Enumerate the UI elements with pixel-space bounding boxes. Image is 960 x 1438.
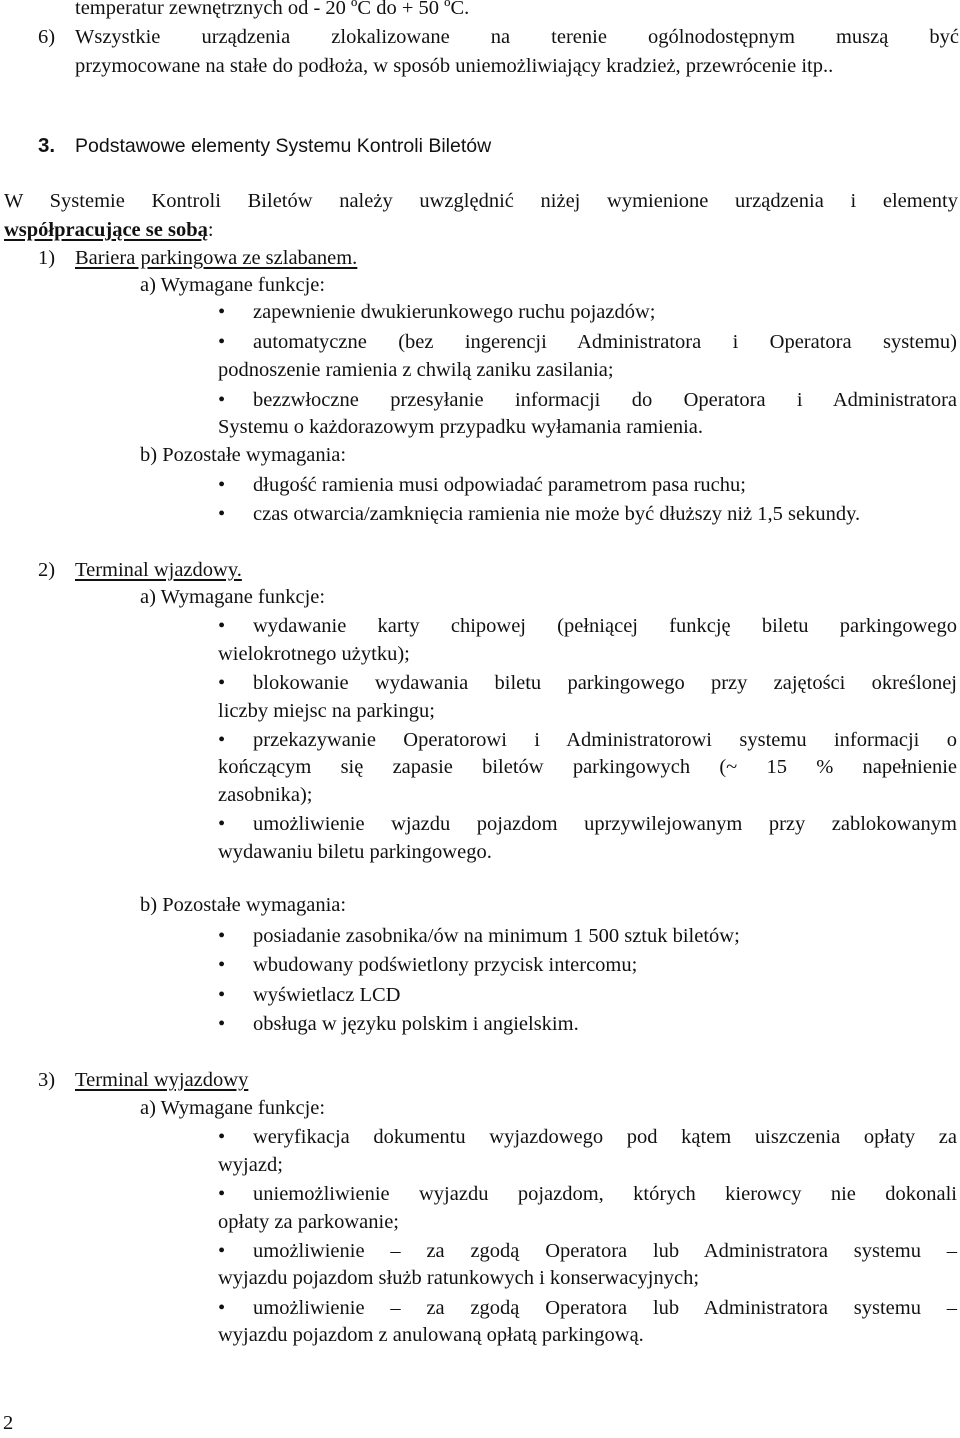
bullet-text: wyświetlacz LCD [253, 984, 401, 1006]
bullet-text: przekazywanie Operatorowi i Administratorowi systemu informacji o [253, 729, 957, 751]
list-number: 6) [38, 26, 56, 48]
list-number: 2) [38, 559, 56, 581]
list-number: 1) [38, 247, 56, 269]
subsection-label: a) Wymagane funkcje: [140, 586, 326, 608]
subsection-label: b) Pozostałe wymagania: [140, 444, 347, 466]
bullet-icon: • [218, 925, 226, 947]
bullet-text: wydawanie karty chipowej (pełniącej funkcję biletu parkingowego [253, 615, 957, 637]
list-number: 3) [38, 1069, 56, 1091]
bullet-icon: • [218, 1240, 226, 1262]
bullet-text: wyjazd; [218, 1154, 283, 1176]
bullet-icon: • [218, 503, 226, 525]
bullet-text: kończącym się zapasie biletów parkingowych (~ 15 % napełnienie [218, 756, 957, 778]
bullet-icon: • [218, 389, 226, 411]
section-number: 3. [38, 134, 56, 157]
intro-line: W Systemie Kontroli Biletów należy uwzględnić niżej wymienione urządzenia i elementy [4, 190, 958, 212]
bullet-text: wydawaniu biletu parkingowego. [218, 841, 492, 863]
bullet-text: Systemu o każdorazowym przypadku wyłamania ramienia. [218, 416, 704, 438]
bullet-icon: • [218, 615, 226, 637]
bullet-text: bezzwłoczne przesyłanie informacji do Operatora i Administratora [253, 389, 957, 411]
bullet-icon: • [218, 1297, 226, 1319]
bullet-text: blokowanie wydawania biletu parkingowego przy zajętości określonej [253, 672, 957, 694]
subsection-label: b) Pozostałe wymagania: [140, 894, 347, 916]
emphasis-text: współpracujące se sobą [4, 219, 208, 241]
bullet-text: obsługa w języku polskim i angielskim. [253, 1013, 579, 1035]
bullet-text: posiadanie zasobnika/ów na minimum 1 500 sztuk biletów; [253, 925, 740, 947]
bullet-text: wielokrotnego użytku); [218, 643, 410, 665]
bullet-icon: • [218, 984, 226, 1006]
bullet-text: wyjazdu pojazdom służb ratunkowych i konserwacyjnych; [218, 1267, 700, 1289]
bullet-icon: • [218, 301, 226, 323]
subsection-label: a) Wymagane funkcje: [140, 274, 326, 296]
bullet-text: umożliwienie wjazdu pojazdom uprzywilejowanym przy zablokowanym [253, 813, 957, 835]
bullet-text: uniemożliwienie wyjazdu pojazdom, których kierowcy nie dokonali [253, 1183, 957, 1205]
section-title: Podstawowe elementy Systemu Kontroli Biletów [75, 135, 492, 157]
bullet-icon: • [218, 1126, 226, 1148]
paragraph-line: przymocowane na stałe do podłoża, w sposób uniemożliwiający kradzież, przewrócenie itp.. [75, 55, 834, 77]
bullet-text: umożliwienie – za zgodą Operatora lub Administratora systemu – [253, 1240, 957, 1262]
paragraph-line: Wszystkie urządzenia zlokalizowane na terenie ogólnodostępnym muszą być [75, 26, 959, 48]
bullet-text: opłaty za parkowanie; [218, 1211, 400, 1233]
bullet-icon: • [218, 672, 226, 694]
bullet-icon: • [218, 474, 226, 496]
bullet-icon: • [218, 813, 226, 835]
bullet-text: umożliwienie – za zgodą Operatora lub Administratora systemu – [253, 1297, 957, 1319]
bullet-text: weryfikacja dokumentu wyjazdowego pod kątem uiszczenia opłaty za [253, 1126, 957, 1148]
item-title: Bariera parkingowa ze szlabanem. [75, 247, 358, 269]
bullet-text: wbudowany podświetlony przycisk intercomu; [253, 954, 638, 976]
bullet-icon: • [218, 1013, 226, 1035]
bullet-text: zapewnienie dwukierunkowego ruchu pojazdów; [253, 301, 656, 323]
bullet-text: zasobnika); [218, 784, 313, 806]
intro-punctuation: : [207, 219, 214, 241]
bullet-icon: • [218, 954, 226, 976]
bullet-text: podnoszenie ramienia z chwilą zaniku zasilania; [218, 359, 614, 381]
item-title: Terminal wjazdowy. [75, 559, 242, 581]
bullet-icon: • [218, 729, 226, 751]
bullet-icon: • [218, 331, 226, 353]
bullet-text: automatyczne (bez ingerencji Administratora i Operatora systemu) [253, 331, 957, 353]
bullet-text: liczby miejsc na parkingu; [218, 700, 435, 722]
bullet-icon: • [218, 1183, 226, 1205]
bullet-text: wyjazdu pojazdom z anulowaną opłatą parkingową. [218, 1324, 644, 1346]
bullet-text: czas otwarcia/zamknięcia ramienia nie może być dłuższy niż 1,5 sekundy. [253, 503, 861, 525]
intro-line-2 [4, 216, 214, 245]
continuation-line: temperatur zewnętrznych od - 20 ºC do + 50 ºC. [75, 0, 470, 19]
item-title: Terminal wyjazdowy [75, 1069, 249, 1091]
bullet-text: długość ramienia musi odpowiadać parametrom pasa ruchu; [253, 474, 746, 496]
page-number: 2 [3, 1412, 14, 1434]
subsection-label: a) Wymagane funkcje: [140, 1097, 326, 1119]
